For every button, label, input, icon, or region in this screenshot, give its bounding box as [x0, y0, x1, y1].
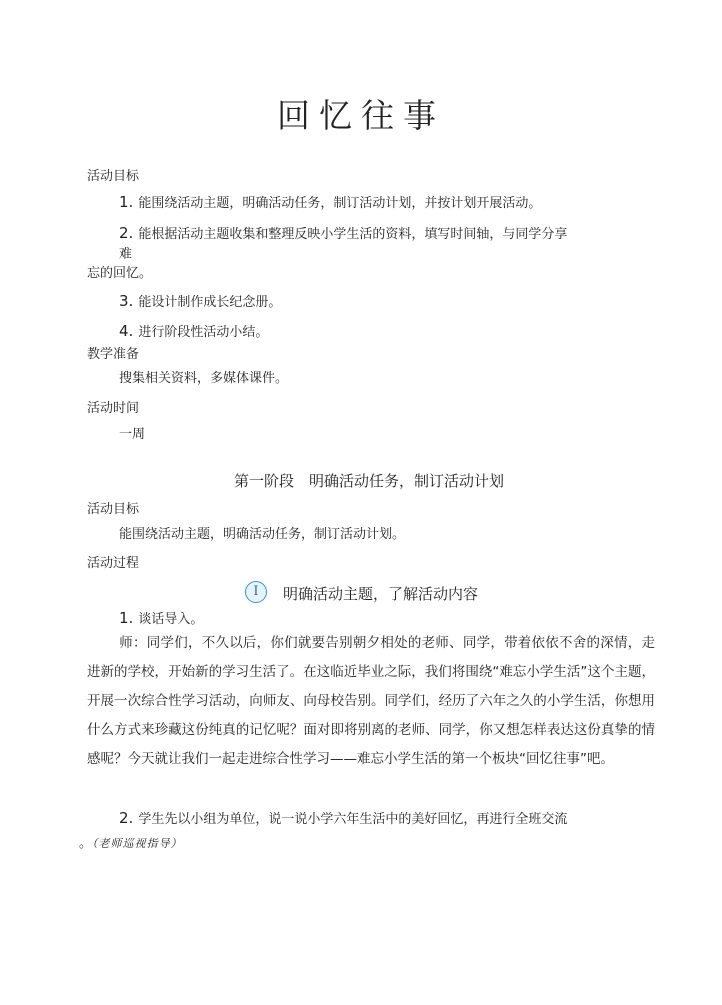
page-title: 回忆往事: [277, 96, 445, 135]
prep-text: 搜集相关资料，多媒体课件。: [119, 371, 289, 386]
objective-2-wrap: 难: [119, 247, 133, 262]
objective-1: [119, 192, 541, 211]
objective-2: [119, 223, 567, 242]
step-text: 谈话导入。: [138, 612, 204, 627]
stage-objectives-text: 能围绕活动主题，明确活动任务，制订活动计划。: [119, 527, 406, 542]
step-number: 1.: [119, 609, 134, 627]
objective-text: 进行阶段性活动小结。: [138, 325, 269, 340]
objective-3: [119, 291, 281, 310]
teacher-paragraph: [87, 629, 655, 774]
teacher-text: 师：同学们，不久以后，你们就要告别朝夕相处的老师、同学，带着依依不舍的深情，走进新的学校，开始新的学习生活了。在这临近毕业之际，我们将围绕“难忘小学生活”这个主题，开展一次综合性学习活动，向师友、向母校告别。同学们，经历了六年之久的小学生活，你想用什么方式来珍藏这份纯真的记忆呢？面对即将别离的老师、同学，你又想怎样表达这份真挚的情感呢？今天就让我们一起走进综合性学习——难忘小学生活的第一个板块“回忆往事”吧。: [87, 635, 655, 767]
objective-text: 能设计制作成长纪念册。: [138, 295, 282, 310]
stage-title: 第一阶段 明确活动任务，制订活动计划: [233, 472, 504, 490]
time-label: 活动时间: [87, 401, 140, 416]
step-2: [119, 808, 567, 827]
step-number: 2.: [119, 809, 134, 827]
section-title: 明确活动主题，了解活动内容: [283, 585, 479, 603]
step-2-note: （老师巡视指导）: [92, 837, 183, 850]
process-label: 活动过程: [87, 556, 140, 571]
section-number-badge: I: [245, 581, 267, 603]
time-text: 一周: [119, 427, 146, 442]
objective-number: 4.: [119, 322, 134, 340]
objective-text: 能围绕活动主题，明确活动任务，制订活动计划，并按计划开展活动。: [138, 196, 542, 211]
objective-number: 3.: [119, 292, 134, 310]
objective-2-continuation: 忘的回忆。: [87, 266, 153, 281]
objective-number: 2.: [119, 224, 134, 242]
step-2-wrap: 。: [79, 836, 93, 851]
objectives-label: 活动目标: [87, 169, 140, 184]
stage-objectives-label: 活动目标: [87, 502, 140, 517]
objective-number: 1.: [119, 193, 134, 211]
prep-label: 教学准备: [87, 347, 140, 362]
step-1: [119, 608, 203, 627]
step-text: 学生先以小组为单位，说一说小学六年生活中的美好回忆，再进行全班交流: [138, 812, 568, 827]
step-2-continuation: [79, 832, 183, 851]
objective-4: [119, 321, 268, 340]
objective-text: 能根据活动主题收集和整理反映小学生活的资料，填写时间轴，与同学分享: [138, 227, 568, 242]
